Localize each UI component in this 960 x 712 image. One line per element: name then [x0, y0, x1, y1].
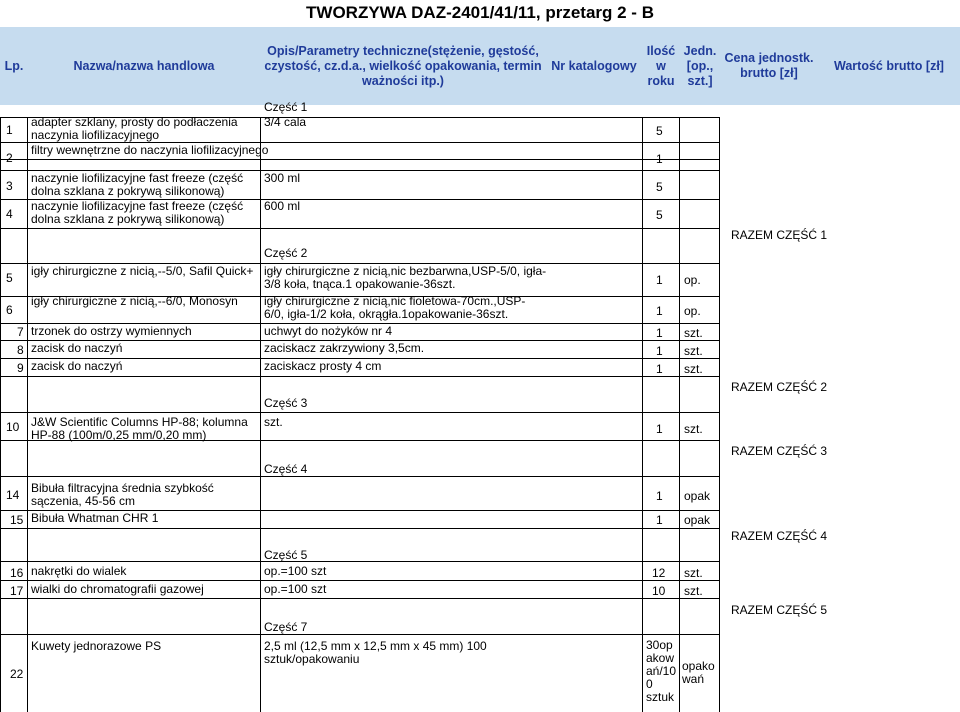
row-4-qty: 5 — [656, 208, 663, 222]
row-8-unit: szt. — [684, 344, 703, 358]
header-unit: Jedn. [op., szt.] — [683, 43, 717, 88]
total-part-5: RAZEM CZĘŚĆ 5 — [731, 603, 828, 617]
row-22-desc: 2,5 ml (12,5 mm x 12,5 mm x 45 mm) 100 sztuk/opakowaniu — [264, 639, 487, 666]
part-7-label: Część 7 — [264, 620, 308, 634]
row-6-qty: 1 — [656, 304, 663, 318]
document-title: TWORZYWA DAZ-2401/41/11, przetarg 2 - B — [306, 3, 654, 22]
row-10-desc: szt. — [264, 415, 283, 429]
header-name: Nazwa/nazwa handlowa — [73, 58, 215, 73]
row-9-qty: 1 — [656, 362, 663, 376]
row-16-qty: 12 — [652, 566, 666, 580]
row-9-unit: szt. — [684, 362, 703, 376]
row-14-lp: 14 — [6, 488, 20, 502]
row-14-name: Bibuła filtracyjna średnia szybkość sączenia, 45-56 cm — [31, 481, 214, 508]
part-5-label: Część 5 — [264, 548, 308, 562]
row-7-name: trzonek do ostrzy wymiennych — [31, 324, 192, 338]
row-5-qty: 1 — [656, 273, 663, 287]
row-9-lp: 9 — [17, 361, 24, 375]
row-6-lp: 6 — [6, 303, 13, 317]
part-4-label: Część 4 — [264, 462, 308, 476]
row-3-lp: 3 — [6, 179, 13, 193]
row-3-qty: 5 — [656, 180, 663, 194]
row-5-unit: op. — [684, 273, 701, 287]
row-5-name: igły chirurgiczne z nicią,--5/0, Safil Quick+ — [31, 264, 254, 278]
row-2-lp: 2 — [6, 151, 13, 165]
total-part-3: RAZEM CZĘŚĆ 3 — [731, 444, 828, 458]
row-14-unit: opak — [684, 489, 711, 503]
total-part-4: RAZEM CZĘŚĆ 4 — [731, 529, 828, 543]
row-10-name: J&W Scientific Columns HP-88; kolumna HP-88 (100m/0,25 mm/0,20 mm) — [31, 415, 248, 442]
row-3-desc: 300 ml — [264, 171, 301, 185]
row-15-lp: 15 — [10, 513, 24, 527]
row-5-lp: 5 — [6, 271, 13, 285]
row-6-unit: op. — [684, 304, 701, 318]
row-16-lp: 16 — [10, 566, 24, 580]
row-1-desc: 3/4 cala — [264, 115, 307, 129]
header-quantity: Ilość w roku — [646, 43, 676, 88]
row-7-qty: 1 — [656, 326, 663, 340]
row-3-name: naczynie liofilizacyjne fast freeze (część dolna szklana z pokrywą silikonową) — [31, 171, 244, 198]
part-2-label: Część 2 — [264, 246, 308, 260]
row-15-qty: 1 — [656, 513, 663, 527]
row-17-unit: szt. — [684, 584, 703, 598]
row-8-name: zacisk do naczyń — [31, 341, 123, 355]
row-22-name: Kuwety jednorazowe PS — [31, 639, 162, 653]
row-8-desc: zaciskacz zakrzywiony 3,5cm. — [264, 341, 425, 355]
row-22-qty: 30op akow ań/10 0 sztuk — [646, 638, 677, 704]
row-7-unit: szt. — [684, 326, 703, 340]
row-1-lp: 1 — [6, 123, 13, 137]
row-4-name: naczynie liofilizacyjne fast freeze (część dolna szklana z pokrywą silikonową) — [31, 199, 244, 226]
row-22-lp: 22 — [10, 667, 24, 681]
total-part-1: RAZEM CZĘŚĆ 1 — [731, 228, 828, 242]
row-22-unit: opako wań — [682, 659, 715, 686]
row-8-lp: 8 — [17, 343, 24, 357]
row-17-lp: 17 — [10, 584, 24, 598]
part-3-label: Część 3 — [264, 396, 308, 410]
row-16-name: nakrętki do wialek — [31, 564, 127, 578]
row-6-name: igły chirurgiczne z nicią,--6/0, Monosyn — [31, 294, 238, 308]
row-16-desc: op.=100 szt — [264, 564, 327, 578]
row-9-name: zacisk do naczyń — [31, 359, 123, 373]
row-2-qty: 1 — [656, 152, 663, 166]
row-6-desc: igły chirurgiczne z nicią,nic fioletowa-70cm.,USP- 6/0, igła-1/2 koła, okrągła.1opakowanie-36szt. — [264, 294, 526, 321]
row-4-lp: 4 — [6, 207, 13, 221]
row-10-lp: 10 — [6, 420, 20, 434]
row-1-name: adapter szklany, prosty do podłaczenia naczynia liofilizacyjnego — [31, 115, 238, 142]
row-10-unit: szt. — [684, 422, 703, 436]
row-16-unit: szt. — [684, 566, 703, 580]
row-9-desc: zaciskacz prosty 4 cm — [264, 359, 382, 373]
header-lp: Lp. — [4, 58, 24, 73]
row-17-name: wialki do chromatografii gazowej — [31, 582, 204, 596]
row-17-qty: 10 — [652, 584, 666, 598]
row-2-name: filtry wewnętrzne do naczynia liofilizacyjnego — [31, 143, 269, 157]
part-1-label: Część 1 — [264, 100, 308, 114]
header-description: Opis/Parametry techniczne(stężenie, gęstość, czystość, cz.d.a., wielkość opakowania, termin ważności itp.) — [264, 43, 542, 88]
header-unit-price: Cena jednostk. brutto [zł] — [724, 51, 814, 80]
row-10-qty: 1 — [656, 422, 663, 436]
header-total-value: Wartość brutto [zł] — [834, 58, 944, 73]
row-15-unit: opak — [684, 513, 711, 527]
row-14-qty: 1 — [656, 489, 663, 503]
row-7-lp: 7 — [17, 325, 24, 339]
header-catalog-number: Nr katalogowy — [551, 58, 637, 73]
row-7-desc: uchwyt do nożyków nr 4 — [264, 324, 393, 338]
row-15-name: Bibuła Whatman CHR 1 — [31, 511, 159, 525]
row-8-qty: 1 — [656, 344, 663, 358]
row-5-desc: igły chirurgiczne z nicią,nic bezbarwna,USP-5/0, igła- 3/8 koła, tnąca.1 opakowanie-36szt. — [264, 264, 547, 291]
row-1-qty: 5 — [656, 124, 663, 138]
row-17-desc: op.=100 szt — [264, 582, 327, 596]
total-part-2: RAZEM CZĘŚĆ 2 — [731, 380, 828, 394]
row-4-desc: 600 ml — [264, 199, 301, 213]
